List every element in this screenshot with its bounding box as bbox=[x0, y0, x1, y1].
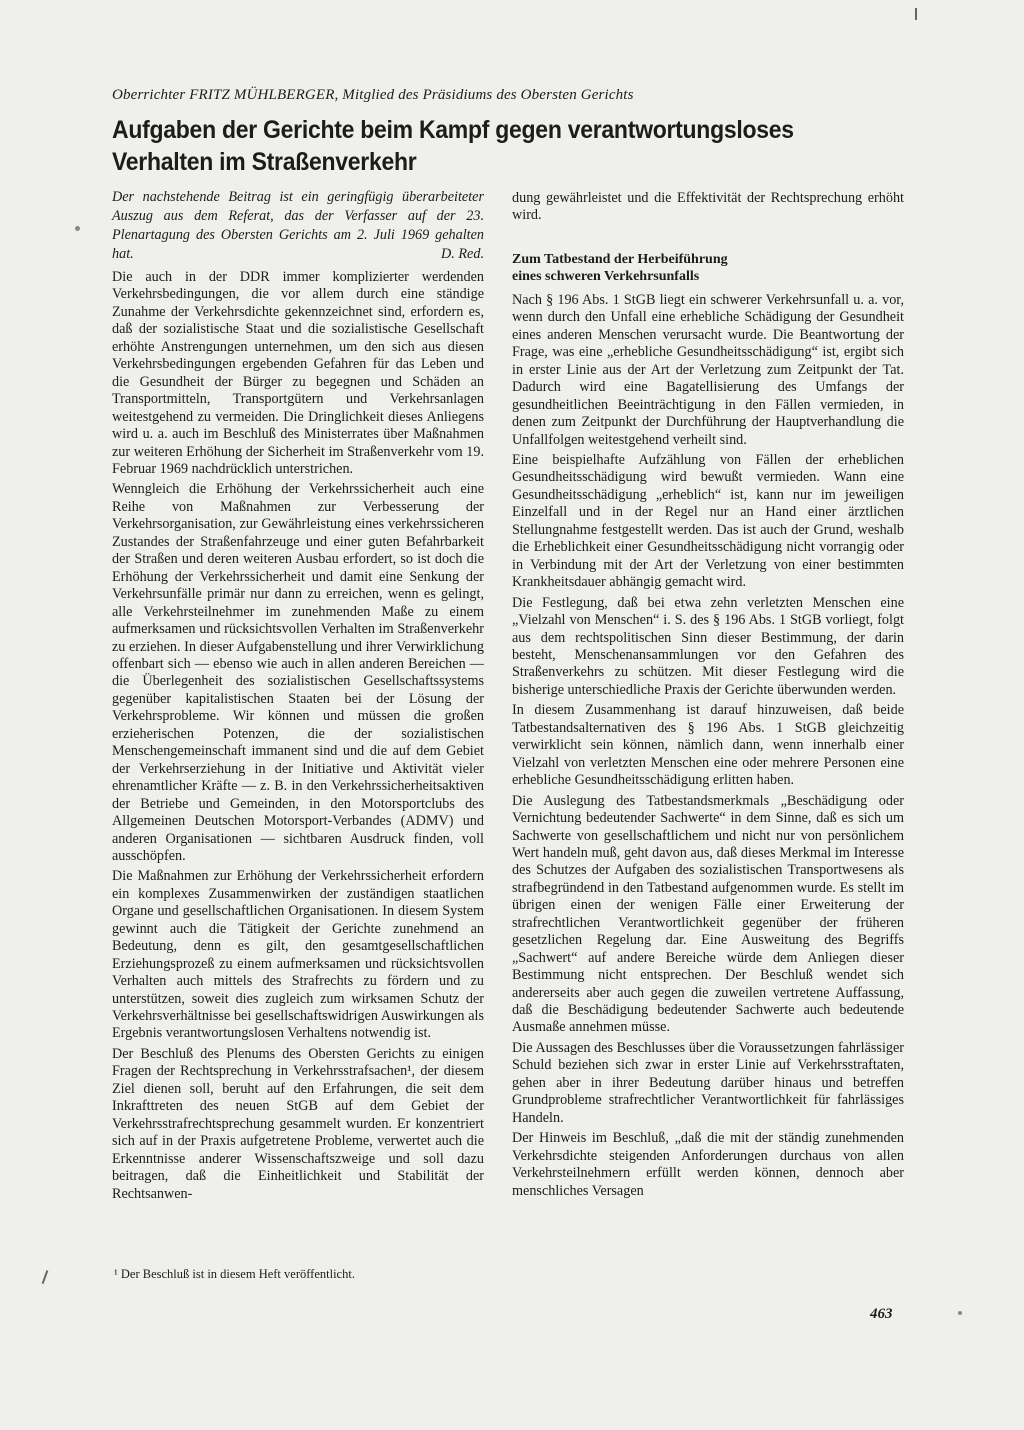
paragraph: Der Beschluß des Plenums des Obersten Gerichts zu einigen Fragen der Rechtsprechung in Verkehrsstrafsachen¹, der diesem Ziel dienen soll, beruht auf den Erfahrungen, die seit dem Inkrafttreten des neuen StGB auf dem Gebiet der Verkehrsstrafrechtsprechung gesammelt wurden. Er konzentriert sich auf in der Praxis aufgetretene Probleme, verwertet auch die Erkenntnisse anderer Wissenschaftszweige und soll dazu beitragen, daß die Einheitlichkeit und Stabilität der Rechtsanwen- bbox=[112, 1045, 484, 1202]
paragraph: Eine beispielhafte Aufzählung von Fällen der erheblichen Gesundheitsschädigung wird bewußt vermieden. Wann eine Gesundheitsschädigung „erheblich“ ist, kann nur im jeweiligen Einzelfall und in der Regel nur an Hand einer ärztlichen Stellungnahme festgestellt werden. Das ist auch der Grund, weshalb die Erheblichkeit einer Gesundheitsschädigung nicht vorrangig oder in Verbindung mit der Art der Verletzung von einer bestimmten Krankheitsdauer abhängig gemacht wird. bbox=[512, 451, 904, 591]
paragraph: Wenngleich die Erhöhung der Verkehrssicherheit auch eine Reihe von Maßnahmen zur Verbesserung der Verkehrsorganisation, zur Gewährleistung eines verkehrssicheren Zustandes der Straßenfahrzeuge und einer guten Befahrbarkeit der Straßen und deren weiteren Ausbau erfordert, so ist doch die Erhöhung der Verkehrssicherheit und damit eine Senkung der Verkehrsunfälle primär nur dann zu erreichen, wenn es gelingt, alle Verkehrsteilnehmer im zunehmenden Maße zu einem aufmerksamen und rücksichtsvollen Verhalten im Straßenverkehr zu erziehen. In dieser Aufgabenstellung und ihrer Verwirklichung offenbart sich — ebenso wie auch in allen anderen Bereichen — die Überlegenheit des sozialistischen Gesellschaftssystems gegenüber kapitalistischen Staaten bei der Lösung der Verkehrsprobleme. Wir können und müssen die großen erzieherischen Potenzen, die der sozialistischen Menschengemeinschaft immanent sind und die auf dem Gebiet der Verkehrserziehung in der Initiative und Aktivität vieler ehrenamtlicher Kräfte — z. B. in den Verkehrssicherheitsaktiven der Betriebe und Gemeinden, in den Motorsportclubs des Allgemeinen Deutschen Motorsport-Verbandes (ADMV) und anderen Organisationen — sichtbaren Ausdruck finden, voll ausschöpfen. bbox=[112, 481, 484, 864]
scan-mark bbox=[915, 8, 917, 20]
author-line: Oberrichter FRITZ MÜHLBERGER, Mitglied des Präsidiums des Obersten Gerichts bbox=[112, 87, 634, 103]
paragraph: Nach § 196 Abs. 1 StGB liegt ein schwerer Verkehrsunfall u. a. vor, wenn durch den Unfall eine erhebliche Schädigung der Gesundheit eines anderen Menschen verursacht wurde. Die Beantwortung der Frage, was eine „erhebliche Gesundheitsschädigung“ ist, ergibt sich in erster Linie aus der Art der Verletzung zum Zeitpunkt der Tat. Dadurch wird eine Bagatellisierung des Umfangs der gesundheitlichen Beeinträchtigung in den Fällen vermieden, in denen zum Zeitpunkt der Durchführung der Hauptverhandlung die Unfallfolgen weitestgehend verheilt sind. bbox=[512, 291, 904, 448]
subheading-line: Zum Tatbestand der Herbeiführung bbox=[512, 251, 728, 267]
scan-mark bbox=[42, 1270, 48, 1284]
footnote: ¹ Der Beschluß ist in diesem Heft veröffentlicht. bbox=[114, 1267, 355, 1281]
scan-speck bbox=[75, 226, 80, 231]
paragraph: Die auch in der DDR immer komplizierter werdenden Verkehrsbedingungen, die vor allem durch eine ständige Zunahme der Verkehrsdichte gekennzeichnet sind, erfordern es, daß der sozialistische Staat und die sozialistische Gesellschaft erhöhte Anstrengungen unternehmen, um den sich aus diesen Verkehrsbedingungen ergebenden Gefahren für das Leben und die Gesundheit der Bürger zu begegnen und Schäden an Transportmitteln, Transportgütern und Verkehrsanlagen weitestgehend zu vermeiden. Die Dringlichkeit dieses Anliegens wird u. a. auch im Beschluß des Ministerrates über Maßnahmen zur weiteren Erhöhung der Sicherheit im Straßenverkehr vom 19. Februar 1969 nachdrücklich unterstrichen. bbox=[112, 269, 484, 477]
paragraph: Die Auslegung des Tatbestandsmerkmals „Beschädigung oder Vernichtung bedeutender Sachwerte“ in dem Sinne, daß es sich um Sachwerte von gesellschaftlichem und nicht nur von persönlichem Wert handeln muß, geht davon aus, daß dieses Merkmal im Interesse des Schutzes der Aufgaben des sozialistischen Transportwesens als strafbegründend in den Tatbestand aufgenommen wurde. Es stellt im übrigen einen der wenigen Fälle einer Erweiterung der strafrechtlichen Verantwortlichkeit gegenüber der früheren gesetzlichen Regelung dar. Eine Ausweitung des Begriffs „Sachwert“ auf andere Bereiche würde dem Anliegen dieser Bestimmung nicht entsprechen. Der Beschluß wendet sich andererseits aber auch gegen die zuweilen vertretene Auffassung, daß die Beschädigung bedeutender Sachwerte auch bedeutende Ausmaße annehmen müsse. bbox=[512, 792, 904, 1036]
left-column bbox=[112, 188, 484, 1206]
paragraph: Die Festlegung, daß bei etwa zehn verletzten Menschen eine „Vielzahl von Menschen“ i. S. des § 196 Abs. 1 StGB vorliegt, folgt aus dem rechtspolitischen Sinn dieser Bestimmung, der darin besteht, Menschenansammlungen vor den Gefahren des Straßenverkehrs zu schützen. Mit dieser Festlegung wird die bisherige unterschiedliche Praxis der Gerichte überwunden werden. bbox=[512, 594, 904, 698]
article-title: Aufgaben der Gerichte beim Kampf gegen verantwortungsloses Verhalten im Straßenverkehr bbox=[112, 116, 794, 176]
page-number: 463 bbox=[870, 1306, 893, 1322]
section-subheading bbox=[512, 251, 904, 285]
editorial-note-text: Der nachstehende Beitrag ist ein geringfügig überarbeiteter Auszug aus dem Referat, das der Verfasser auf der 23. Plenartagung des Obersten Gerichts am 2. Juli 1969 gehalten hat. bbox=[112, 189, 484, 262]
editorial-signature: D. Red. bbox=[441, 246, 484, 262]
paragraph: Die Aussagen des Beschlusses über die Voraussetzungen fahrlässiger Schuld beziehen sich zwar in erster Linie auf Verkehrsstraftaten, gehen aber in ihrer Bedeutung darüber hinaus und betreffen Grundprobleme strafrechtlicher Verantwortlichkeit für fahrlässiges Handeln. bbox=[512, 1039, 904, 1126]
subheading-line: eines schweren Verkehrsunfalls bbox=[512, 268, 700, 284]
editorial-note bbox=[112, 188, 484, 264]
paragraph: In diesem Zusammenhang ist darauf hinzuweisen, daß beide Tatbestandsalternativen des § 196 Abs. 1 StGB gleichzeitig verwirklicht sein können, nämlich dann, wenn innerhalb einer Vielzahl von verletzten Menschen eine oder mehrere Personen eine erhebliche Gesundheitsschädigung erlitten haben. bbox=[512, 702, 904, 789]
scan-speck bbox=[958, 1311, 962, 1315]
right-column bbox=[512, 190, 904, 1203]
paragraph: Der Hinweis im Beschluß, „daß die mit der ständig zunehmenden Verkehrsdichte steigenden Anforderungen durchaus von allen Verkehrsteilnehmern erfüllt werden können, dennoch aber menschliches Versagen bbox=[512, 1130, 904, 1199]
paragraph: Die Maßnahmen zur Erhöhung der Verkehrssicherheit erfordern ein komplexes Zusammenwirken der zuständigen staatlichen Organe und gesellschaftlichen Organisationen. In diesem System gewinnt auch die Tätigkeit der Gerichte zunehmend an Bedeutung, denn es gilt, den gesamtgesellschaftlichen Erziehungsprozeß zu einem aufmerksamen und rücksichtsvollen Verhalten auch mittels des Strafrechts zu fördern und zu unterstützen, soweit dies zugleich zum wirksamen Schutz der Verkehrsverhältnisse bei gesellschaftswidrigen Auswirkungen als Ergebnis verantwortungslosen Verhaltens notwendig ist. bbox=[112, 868, 484, 1042]
paragraph-continuation: dung gewährleistet und die Effektivität der Rechtsprechung erhöht wird. bbox=[512, 190, 904, 224]
